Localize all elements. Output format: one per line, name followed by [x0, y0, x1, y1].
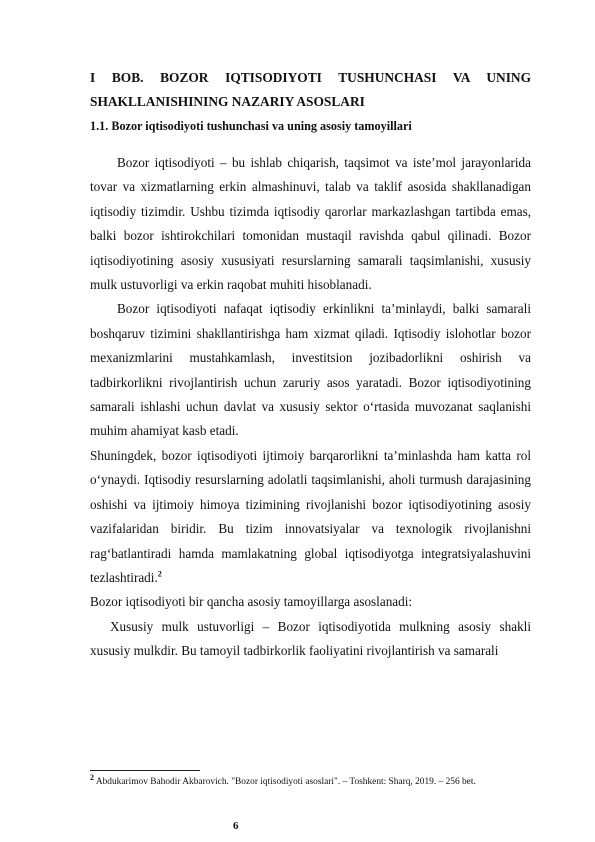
section-title: 1.1. Bozor iqtisodiyoti tushunchasi va uning asosiy tamoyillari	[90, 119, 412, 133]
paragraph-2: Bozor iqtisodiyoti nafaqat iqtisodiy erkinlikni ta’minlaydi, balki samarali boshqaruv tizimini shakllantirishga ham xizmat qiladi. Iqtisodiy islohotlar bozor mexanizmlarini mustahkamlash, investitsion jozibadorlikni oshirish va tadbirkorlikni rivojlantirish uchun zaruriy asos yaratadi. Bozor iqtisodiyotining samarali ishlashi uchun davlat va xususiy sektor o‘rtasida muvozanat saqlanishi muhim ahamiyat kasb etadi.	[90, 301, 531, 439]
paragraph-5: Xususiy mulk ustuvorligi – Bozor iqtisodiyotida mulkning asosiy shakli xususiy mulkdir. Bu tamoyil tadbirkorlik faoliyatini rivojlantirish va samarali	[90, 618, 531, 659]
footnote-marker: 2	[90, 772, 94, 782]
paragraph-1: Bozor iqtisodiyoti – bu ishlab chiqarish, taqsimot va iste’mol jarayonlarida tovar va xizmatlarning erkin almashinuvi, talab va taklif asosida shakllanadigan iqtisodiy tizimdir. Ushbu tizimda iqtisodiy qarorlar markazlashgan tartibda emas, balki bozor ishtirokchilari tomonidan mustaqil ravishda qabul qilinadi. Bozor iqtisodiyotining asosiy xususiyati resurslarning samarali taqsimlanishi, xususiy mulk ustuvorligi va erkin raqobat muhiti hisoblanadi.	[90, 155, 531, 293]
footnote-text: Abdukarimov Bahodir Akbarovich. "Bozor iqtisodiyoti asoslari". – Toshkent: Sharq, 2019. – 256 bet.	[94, 777, 476, 787]
page-content	[90, 66, 531, 664]
chapter-title-line-2: SHAKLLANISHINING NAZARIY ASOSLARI	[90, 94, 365, 109]
page-number: 6	[233, 820, 239, 832]
footnote	[90, 773, 531, 791]
footnote-reference[interactable]: 2	[157, 569, 162, 579]
paragraph-3-text: Shuningdek, bozor iqtisodiyoti ijtimoiy barqarorlikni ta’minlashda ham katta rol o‘ynaydi. Iqtisodiy resurslarning adolatli taqsimlanishi, aholi turmush darajasining oshishi va ijtimoiy himoya tizimining rivojlanishi bozor iqtisodiyotining asosiy vazifalaridan biridir. Bu tizim innovatsiyalar va texnologik rivojlanishni rag‘batlantiradi hamda mamlakatning global iqtisodiyotga integratsiyalashuvini tezlashtiradi.	[90, 447, 531, 585]
chapter-title-line-1: I BOB. BOZOR IQTISODIYOTI TUSHUNCHASI VA UNING	[90, 70, 531, 85]
footnote-separator	[90, 770, 200, 771]
paragraph-3	[90, 444, 531, 590]
paragraph-4: Bozor iqtisodiyoti bir qancha asosiy tamoyillarga asoslanadi:	[90, 594, 413, 610]
